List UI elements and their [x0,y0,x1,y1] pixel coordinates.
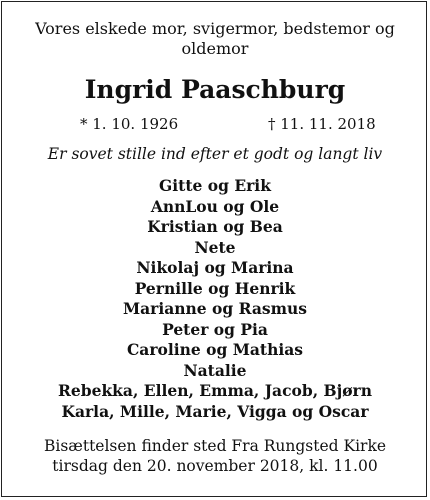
deceased-name: Ingrid Paaschburg [84,75,346,104]
family-entry: Peter og Pia [162,319,268,339]
family-entry: Marianne og Rasmus [122,299,308,318]
family-entry: Nete [194,237,236,257]
funeral-info [0,436,430,476]
dates-row [0,115,430,137]
family-entry: Nikolaj og Marina [136,258,294,277]
family-entry: Gitte og Erik [159,176,271,195]
intro-text: Vores elskede mor, svigermor, bedstemor og oldemor [35,19,395,58]
family-list [0,176,430,422]
funeral-info-line: Bisættelsen finder sted Fra Rungsted Kirke [43,437,387,455]
family-entry: Karla, Mille, Marie, Vigga og Oscar [61,401,369,421]
family-entry: Natalie [183,360,247,380]
death-date: † 11. 11. 2018 [268,115,376,133]
family-entry: Rebekka, Ellen, Emma, Jacob, Bjørn [58,381,372,400]
birth-date: * 1. 10. 1926 [80,115,179,133]
family-entry: Pernille og Henrik [134,278,296,298]
motto: Er sovet stille ind efter et godt og langt liv [47,145,383,163]
family-entry: AnnLou og Ole [150,196,280,216]
family-entry: Caroline og Mathias [126,340,304,359]
family-entry: Kristian og Bea [147,217,283,236]
funeral-info-line: tirsdag den 20. november 2018, kl. 11.00 [52,457,378,475]
